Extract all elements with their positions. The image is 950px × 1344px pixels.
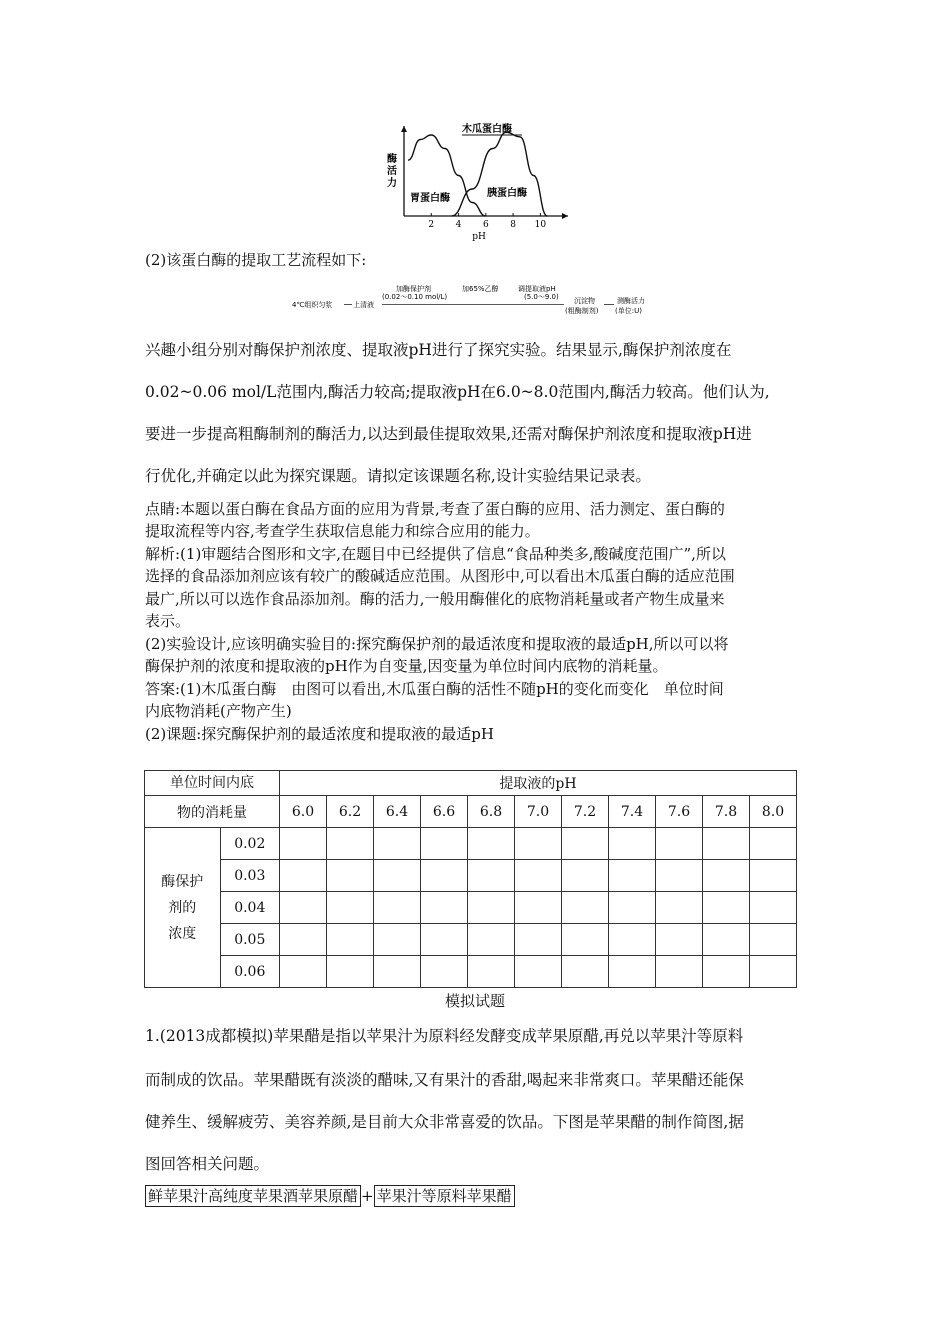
result-cell	[703, 924, 750, 956]
result-cell	[656, 860, 703, 892]
result-cell	[515, 956, 562, 988]
y-axis-label-char: 力	[387, 178, 397, 189]
ph-value-cell: 6.2	[327, 796, 374, 828]
result-cell	[750, 924, 797, 956]
result-cell	[280, 956, 327, 988]
ph-value-cell: 7.4	[609, 796, 656, 828]
result-cell	[703, 892, 750, 924]
result-cell	[609, 892, 656, 924]
analysis-line: 表示。	[145, 612, 191, 630]
enzyme-activity-chart	[380, 118, 580, 243]
table-row	[145, 892, 797, 924]
result-cell	[421, 924, 468, 956]
commentary-line: 提取流程等内容,考查学生获取信息能力和综合应用的能力。	[145, 522, 540, 540]
table-corner-top: 单位时间内底	[145, 771, 280, 796]
x-tick-label: 8	[510, 220, 516, 230]
result-cell	[421, 956, 468, 988]
table-row	[145, 956, 797, 988]
ph-value-cell: 6.8	[468, 796, 515, 828]
result-cell	[656, 956, 703, 988]
apple-vinegar-flow	[145, 1186, 515, 1206]
ph-header: 提取液的pH	[280, 771, 797, 796]
result-cell	[609, 860, 656, 892]
analysis-line: (2)实验设计,应该明确实验目的:探究酶保护剂的最适浓度和提取液的最适pH,所以可以将	[145, 635, 729, 653]
result-cell	[750, 828, 797, 860]
y-axis-arrow	[401, 126, 407, 132]
y-axis-label-char: 酶	[387, 154, 397, 165]
flow-plus: +	[361, 1187, 374, 1205]
ph-value-cell: 6.4	[374, 796, 421, 828]
row-header-line: 剂的	[168, 899, 197, 916]
row-header-line: 浓度	[168, 925, 197, 942]
result-cell	[656, 828, 703, 860]
flow-label-ph: 调提取液pH	[518, 285, 556, 293]
ph-value-cell: 6.0	[280, 796, 327, 828]
ph-value-cell: 7.0	[515, 796, 562, 828]
pepsin-label: 胃蛋白酶	[410, 193, 450, 204]
flow-step-homogenate: 4℃组织匀浆	[292, 301, 333, 309]
x-tick-label: 4	[455, 220, 462, 230]
concentration-cell: 0.06	[220, 956, 279, 988]
analysis-line: 选择的食品添加剂应该有较广的酸碱适应范围。从图形中,可以看出木瓜蛋白酶的适应范围	[145, 567, 735, 585]
result-cell	[374, 860, 421, 892]
ph-value-cell: 7.8	[703, 796, 750, 828]
x-axis-label: pH	[472, 232, 486, 242]
result-cell	[327, 924, 374, 956]
answer-line: 答案:(1)木瓜蛋白酶 由图可以看出,木瓜蛋白酶的活性不随pH的变化而变化 单位时间	[145, 680, 724, 698]
result-cell	[562, 892, 609, 924]
result-cell	[703, 828, 750, 860]
result-cell	[421, 860, 468, 892]
ph-value-cell: 7.2	[562, 796, 609, 828]
flow-label-ph-range: (5.0～9.0)	[524, 293, 559, 301]
table-corner-bottom: 物的消耗量	[145, 796, 280, 828]
result-cell	[374, 892, 421, 924]
x-tick-label: 6	[482, 220, 489, 230]
result-cell	[562, 956, 609, 988]
x-axis-arrow	[562, 213, 568, 219]
result-cell	[374, 956, 421, 988]
result-cell	[750, 860, 797, 892]
results-table	[144, 770, 797, 988]
flow-label-protector: 加酶保护剂	[396, 285, 431, 293]
result-cell	[327, 892, 374, 924]
result-cell	[468, 924, 515, 956]
result-cell	[468, 860, 515, 892]
paragraph-line: 0.02~0.06 mol/L范围内,酶活力较高;提取液pH在6.0~8.0范围内,酶活力较高。他们认为,	[145, 383, 770, 401]
concentration-cell: 0.02	[220, 828, 279, 860]
x-tick-label: 2	[428, 220, 435, 230]
result-cell	[374, 828, 421, 860]
flow-label-ethanol: 加65%乙醇	[462, 285, 499, 293]
result-cell	[327, 956, 374, 988]
series-line-1	[452, 132, 547, 216]
row-header-line: 酶保护	[161, 873, 204, 890]
result-cell	[703, 956, 750, 988]
ph-value-cell: 7.6	[656, 796, 703, 828]
table-header-row	[145, 771, 797, 796]
ph-value-cell: 8.0	[750, 796, 797, 828]
section-caption: 模拟试题	[444, 992, 505, 1010]
result-cell	[280, 924, 327, 956]
analysis-line: 解析:(1)审题结合图形和文字,在题目中已经提供了信息“食品种类多,酸碱度范围广”,所以	[145, 545, 726, 563]
result-cell	[327, 828, 374, 860]
result-cell	[468, 956, 515, 988]
result-cell	[703, 860, 750, 892]
question-line: 1.(2013成都模拟)苹果醋是指以苹果汁为原料经发酵变成苹果原醋,再兑以苹果汁等原料	[145, 1027, 744, 1045]
result-cell	[468, 892, 515, 924]
flow-step-supernatant: 上清液	[353, 301, 374, 309]
question-line: 图回答相关问题。	[145, 1155, 270, 1173]
result-cell	[280, 828, 327, 860]
ph-values-row	[145, 796, 797, 828]
result-cell	[609, 924, 656, 956]
ph-value-cell: 6.6	[421, 796, 468, 828]
paragraph-line: 兴趣小组分别对酶保护剂浓度、提取液pH进行了探究实验。结果显示,酶保护剂浓度在	[145, 341, 732, 359]
answer-line: (2)课题:探究酶保护剂的最适浓度和提取液的最适pH	[145, 725, 494, 743]
question-line: 健养生、缓解疲劳、美容养颜,是目前大众非常喜爱的饮品。下图是苹果醋的制作简图,据	[145, 1113, 744, 1131]
result-cell	[562, 924, 609, 956]
extraction-flow-diagram	[292, 283, 692, 319]
table-row	[145, 828, 797, 860]
result-cell	[750, 892, 797, 924]
analysis-line: 最广,所以可以选作食品添加剂。酶的活力,一般用酶催化的底物消耗量或者产物生成量来	[145, 590, 725, 608]
flow-box-left: 鲜苹果汁高纯度苹果酒苹果原醋	[145, 1185, 361, 1207]
paragraph-line: 要进一步提高粗酶制剂的酶活力,以达到最佳提取效果,还需对酶保护剂浓度和提取液pH进	[145, 425, 752, 443]
paragraph-line: 行优化,并确定以此为探究课题。请拟定该课题名称,设计实验结果记录表。	[145, 467, 651, 485]
result-cell	[374, 924, 421, 956]
analysis-line: 酶保护剂的浓度和提取液的pH作为自变量,因变量为单位时间内底物的消耗量。	[145, 657, 668, 675]
result-cell	[421, 892, 468, 924]
result-cell	[609, 956, 656, 988]
concentration-cell: 0.03	[220, 860, 279, 892]
concentration-row-header	[145, 828, 221, 988]
concentration-cell: 0.05	[220, 924, 279, 956]
table-row	[145, 924, 797, 956]
concentration-cell: 0.04	[220, 892, 279, 924]
flow-step-crude-enzyme: (粗酶制剂)	[565, 307, 599, 315]
result-cell	[421, 828, 468, 860]
papain-label: 木瓜蛋白酶	[462, 124, 512, 135]
result-cell	[280, 860, 327, 892]
result-cell	[468, 828, 515, 860]
result-cell	[750, 956, 797, 988]
y-axis-label-char: 活	[387, 166, 397, 177]
result-cell	[562, 860, 609, 892]
answer-line: 内底物消耗(产物产生)	[145, 702, 292, 720]
result-cell	[656, 892, 703, 924]
flow-box-right: 苹果汁等原料苹果醋	[374, 1185, 515, 1207]
result-cell	[515, 892, 562, 924]
chart-labels	[410, 122, 527, 204]
flow-step-measure: 测酶活力	[617, 297, 645, 305]
flow-step-unit: (单位:U)	[615, 307, 642, 315]
trypsin-label: 胰蛋白酶	[487, 188, 527, 199]
result-cell	[327, 860, 374, 892]
result-cell	[515, 828, 562, 860]
question-2-intro: (2)该蛋白酶的提取工艺流程如下:	[145, 251, 367, 269]
result-cell	[656, 924, 703, 956]
commentary-line: 点睛:本题以蛋白酶在食品方面的应用为背景,考查了蛋白酶的应用、活力测定、蛋白酶的	[145, 500, 725, 518]
result-cell	[280, 892, 327, 924]
flow-step-precipitate: 沉淀物	[574, 297, 595, 305]
flow-label-protector-range: (0.02～0.10 mol/L)	[382, 293, 448, 301]
result-cell	[515, 924, 562, 956]
question-line: 而制成的饮品。苹果醋既有淡淡的醋味,又有果汁的香甜,喝起来非常爽口。苹果醋还能保	[145, 1071, 744, 1089]
table-row	[145, 860, 797, 892]
result-cell	[515, 860, 562, 892]
result-cell	[562, 828, 609, 860]
result-cell	[609, 828, 656, 860]
x-tick-label: 10	[534, 220, 547, 230]
